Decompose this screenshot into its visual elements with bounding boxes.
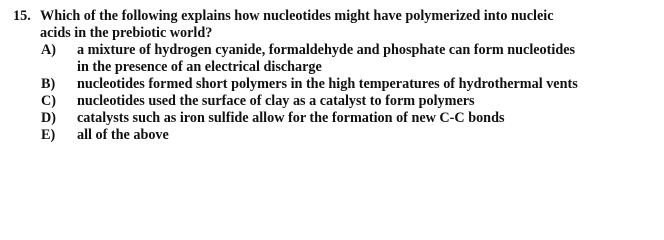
option-c <box>13 93 658 110</box>
option-letter: E) <box>41 127 56 143</box>
option-letter: D) <box>41 110 56 126</box>
option-text: nucleotides used the surface of clay as a catalyst to form polymers <box>77 93 475 109</box>
question-number: 15. <box>13 8 31 24</box>
question-text-line2: acids in the prebiotic world? <box>40 25 213 41</box>
option-text: nucleotides formed short polymers in the high temperatures of hydrothermal vents <box>77 76 578 92</box>
option-letter: A) <box>41 42 56 58</box>
option-text: all of the above <box>77 127 169 143</box>
option-letter: C) <box>41 93 56 109</box>
question-block <box>13 8 658 144</box>
option-a-continuation: in the presence of an electrical discharge <box>77 59 322 75</box>
question-text-line1: Which of the following explains how nucleotides might have polymerized into nucleic <box>40 8 554 24</box>
option-e <box>13 127 658 144</box>
option-text: a mixture of hydrogen cyanide, formaldehyde and phosphate can form nucleotides <box>77 42 576 58</box>
option-a <box>13 42 658 59</box>
option-d <box>13 110 658 127</box>
option-b <box>13 76 658 93</box>
option-text: catalysts such as iron sulfide allow for the formation of new C-C bonds <box>77 110 505 126</box>
question-stem <box>13 8 658 25</box>
option-letter: B) <box>41 76 56 92</box>
